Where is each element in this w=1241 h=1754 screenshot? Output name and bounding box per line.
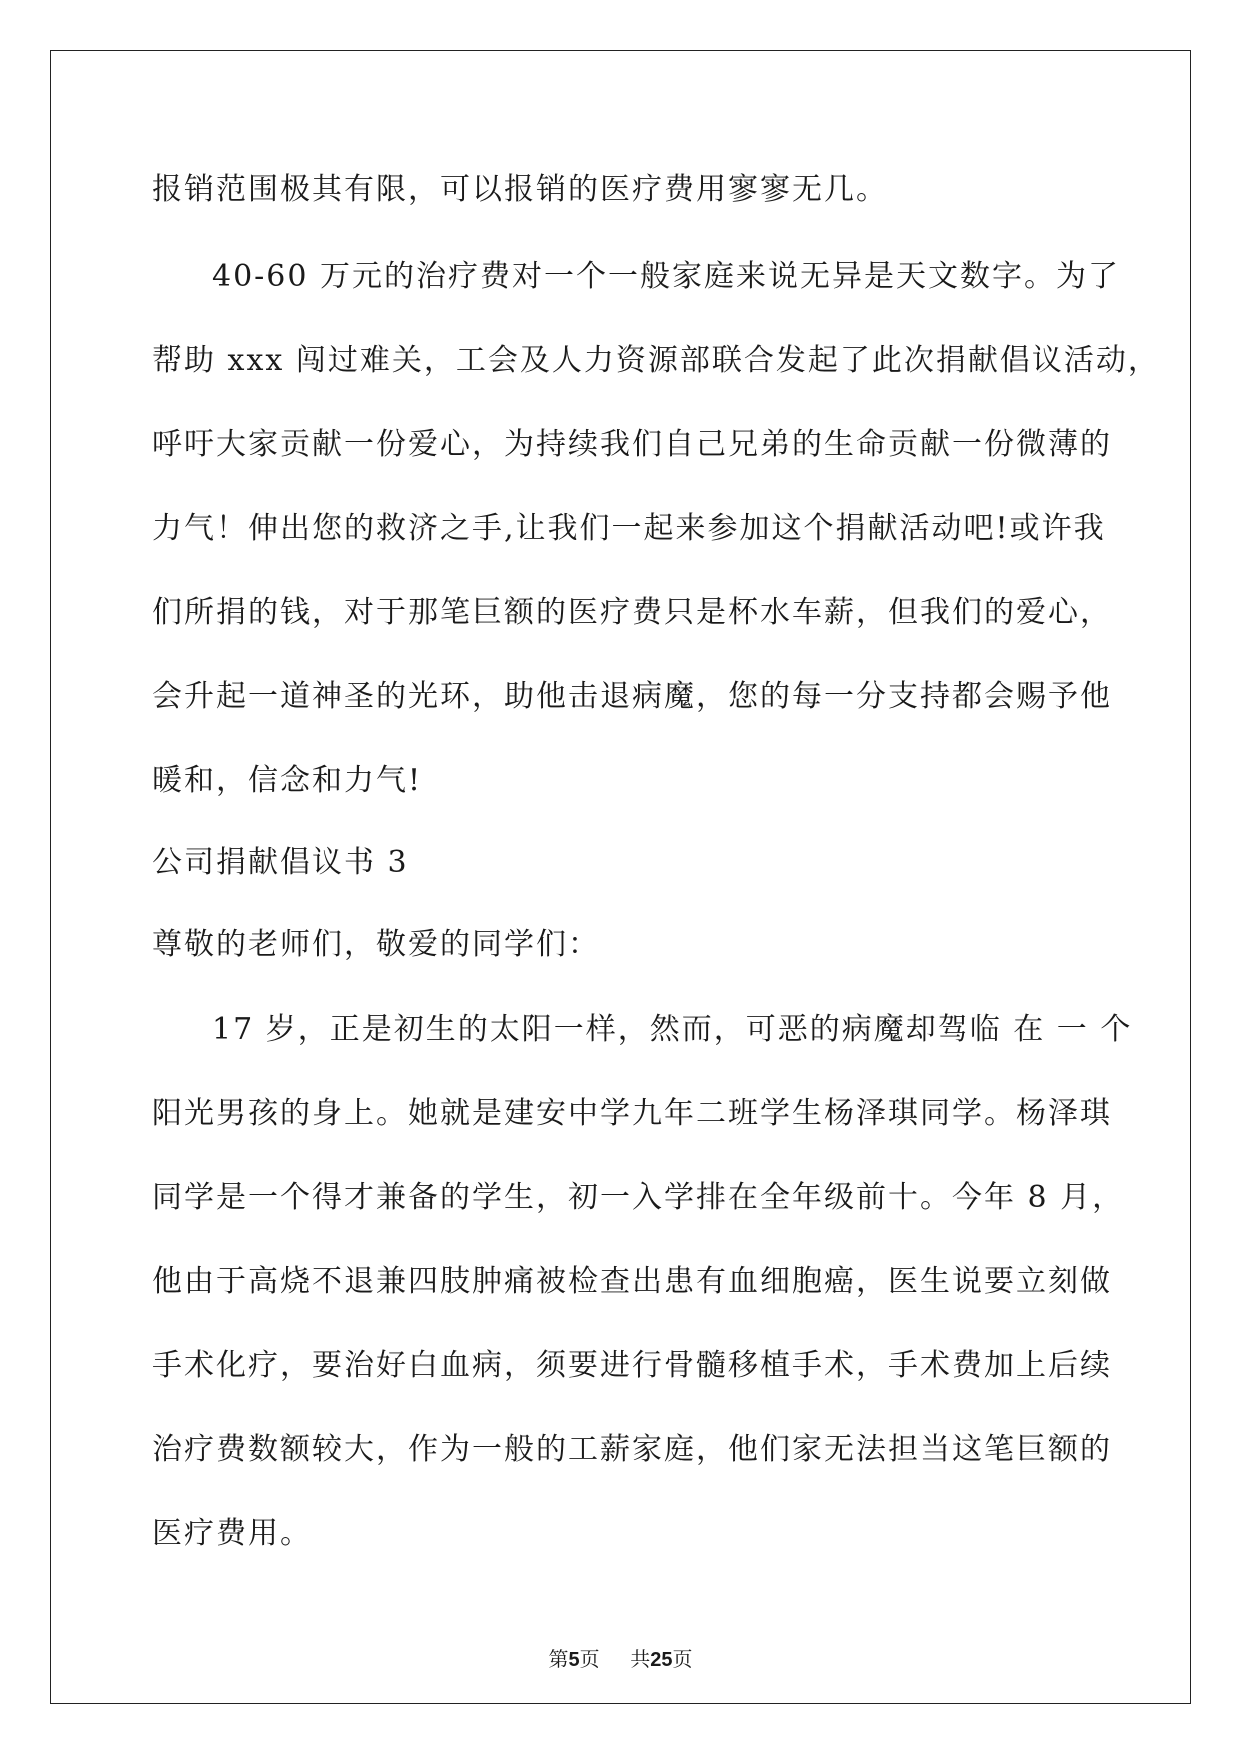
total-pages: 25 [650,1649,673,1671]
paragraph-line: 手术化疗，要治好白血病，须要进行骨髓移植手术，手术费加上后续 [152,1348,1112,1383]
paragraph-line: 40-60 万元的治疗费对一个一般家庭来说无异是天文数字。为了 [212,259,1121,294]
paragraph-line: 力气！伸出您的救济之手,让我们一起来参加这个捐献活动吧!或许我 [152,511,1106,546]
paragraph-line: 帮助 xxx 闯过难关，工会及人力资源部联合发起了此次捐献倡议活动， [152,343,1160,378]
page-footer [0,1644,1241,1675]
section-heading: 公司捐献倡议书 3 [152,845,409,880]
paragraph-line: 呼吁大家贡献一份爱心，为持续我们自己兄弟的生命贡献一份微薄的 [152,427,1112,462]
paragraph-line: 同学是一个得才兼备的学生，初一入学排在全年级前十。今年 8 月， [152,1180,1125,1215]
paragraph-line: 17 岁，正是初生的太阳一样，然而，可恶的病魔却驾临 在 一 个 [212,1012,1133,1047]
paragraph-line: 他由于高烧不退兼四肢肿痛被检查出患有血细胞癌，医生说要立刻做 [152,1264,1112,1299]
footer-total-prefix: 共 [630,1647,651,1671]
paragraph-line: 们所捐的钱，对于那笔巨额的医疗费只是杯水车薪，但我们的爱心， [152,595,1112,630]
footer-total-unit: 页 [672,1647,693,1671]
paragraph-line: 暖和，信念和力气! [152,763,423,798]
salutation: 尊敬的老师们，敬爱的同学们： [152,927,600,962]
paragraph-line: 医疗费用。 [152,1516,312,1551]
paragraph-line: 阳光男孩的身上。她就是建安中学九年二班学生杨泽琪同学。杨泽琪 [152,1096,1112,1131]
paragraph-line: 会升起一道神圣的光环，助他击退病魔，您的每一分支持都会赐予他 [152,679,1112,714]
page-number: 5 [568,1649,580,1671]
paragraph-line: 治疗费数额较大，作为一般的工薪家庭，他们家无法担当这笔巨额的 [152,1432,1112,1467]
footer-prefix: 第 [548,1647,569,1671]
footer-page-unit: 页 [579,1647,600,1671]
paragraph-line: 报销范围极其有限，可以报销的医疗费用寥寥无几。 [152,172,888,207]
